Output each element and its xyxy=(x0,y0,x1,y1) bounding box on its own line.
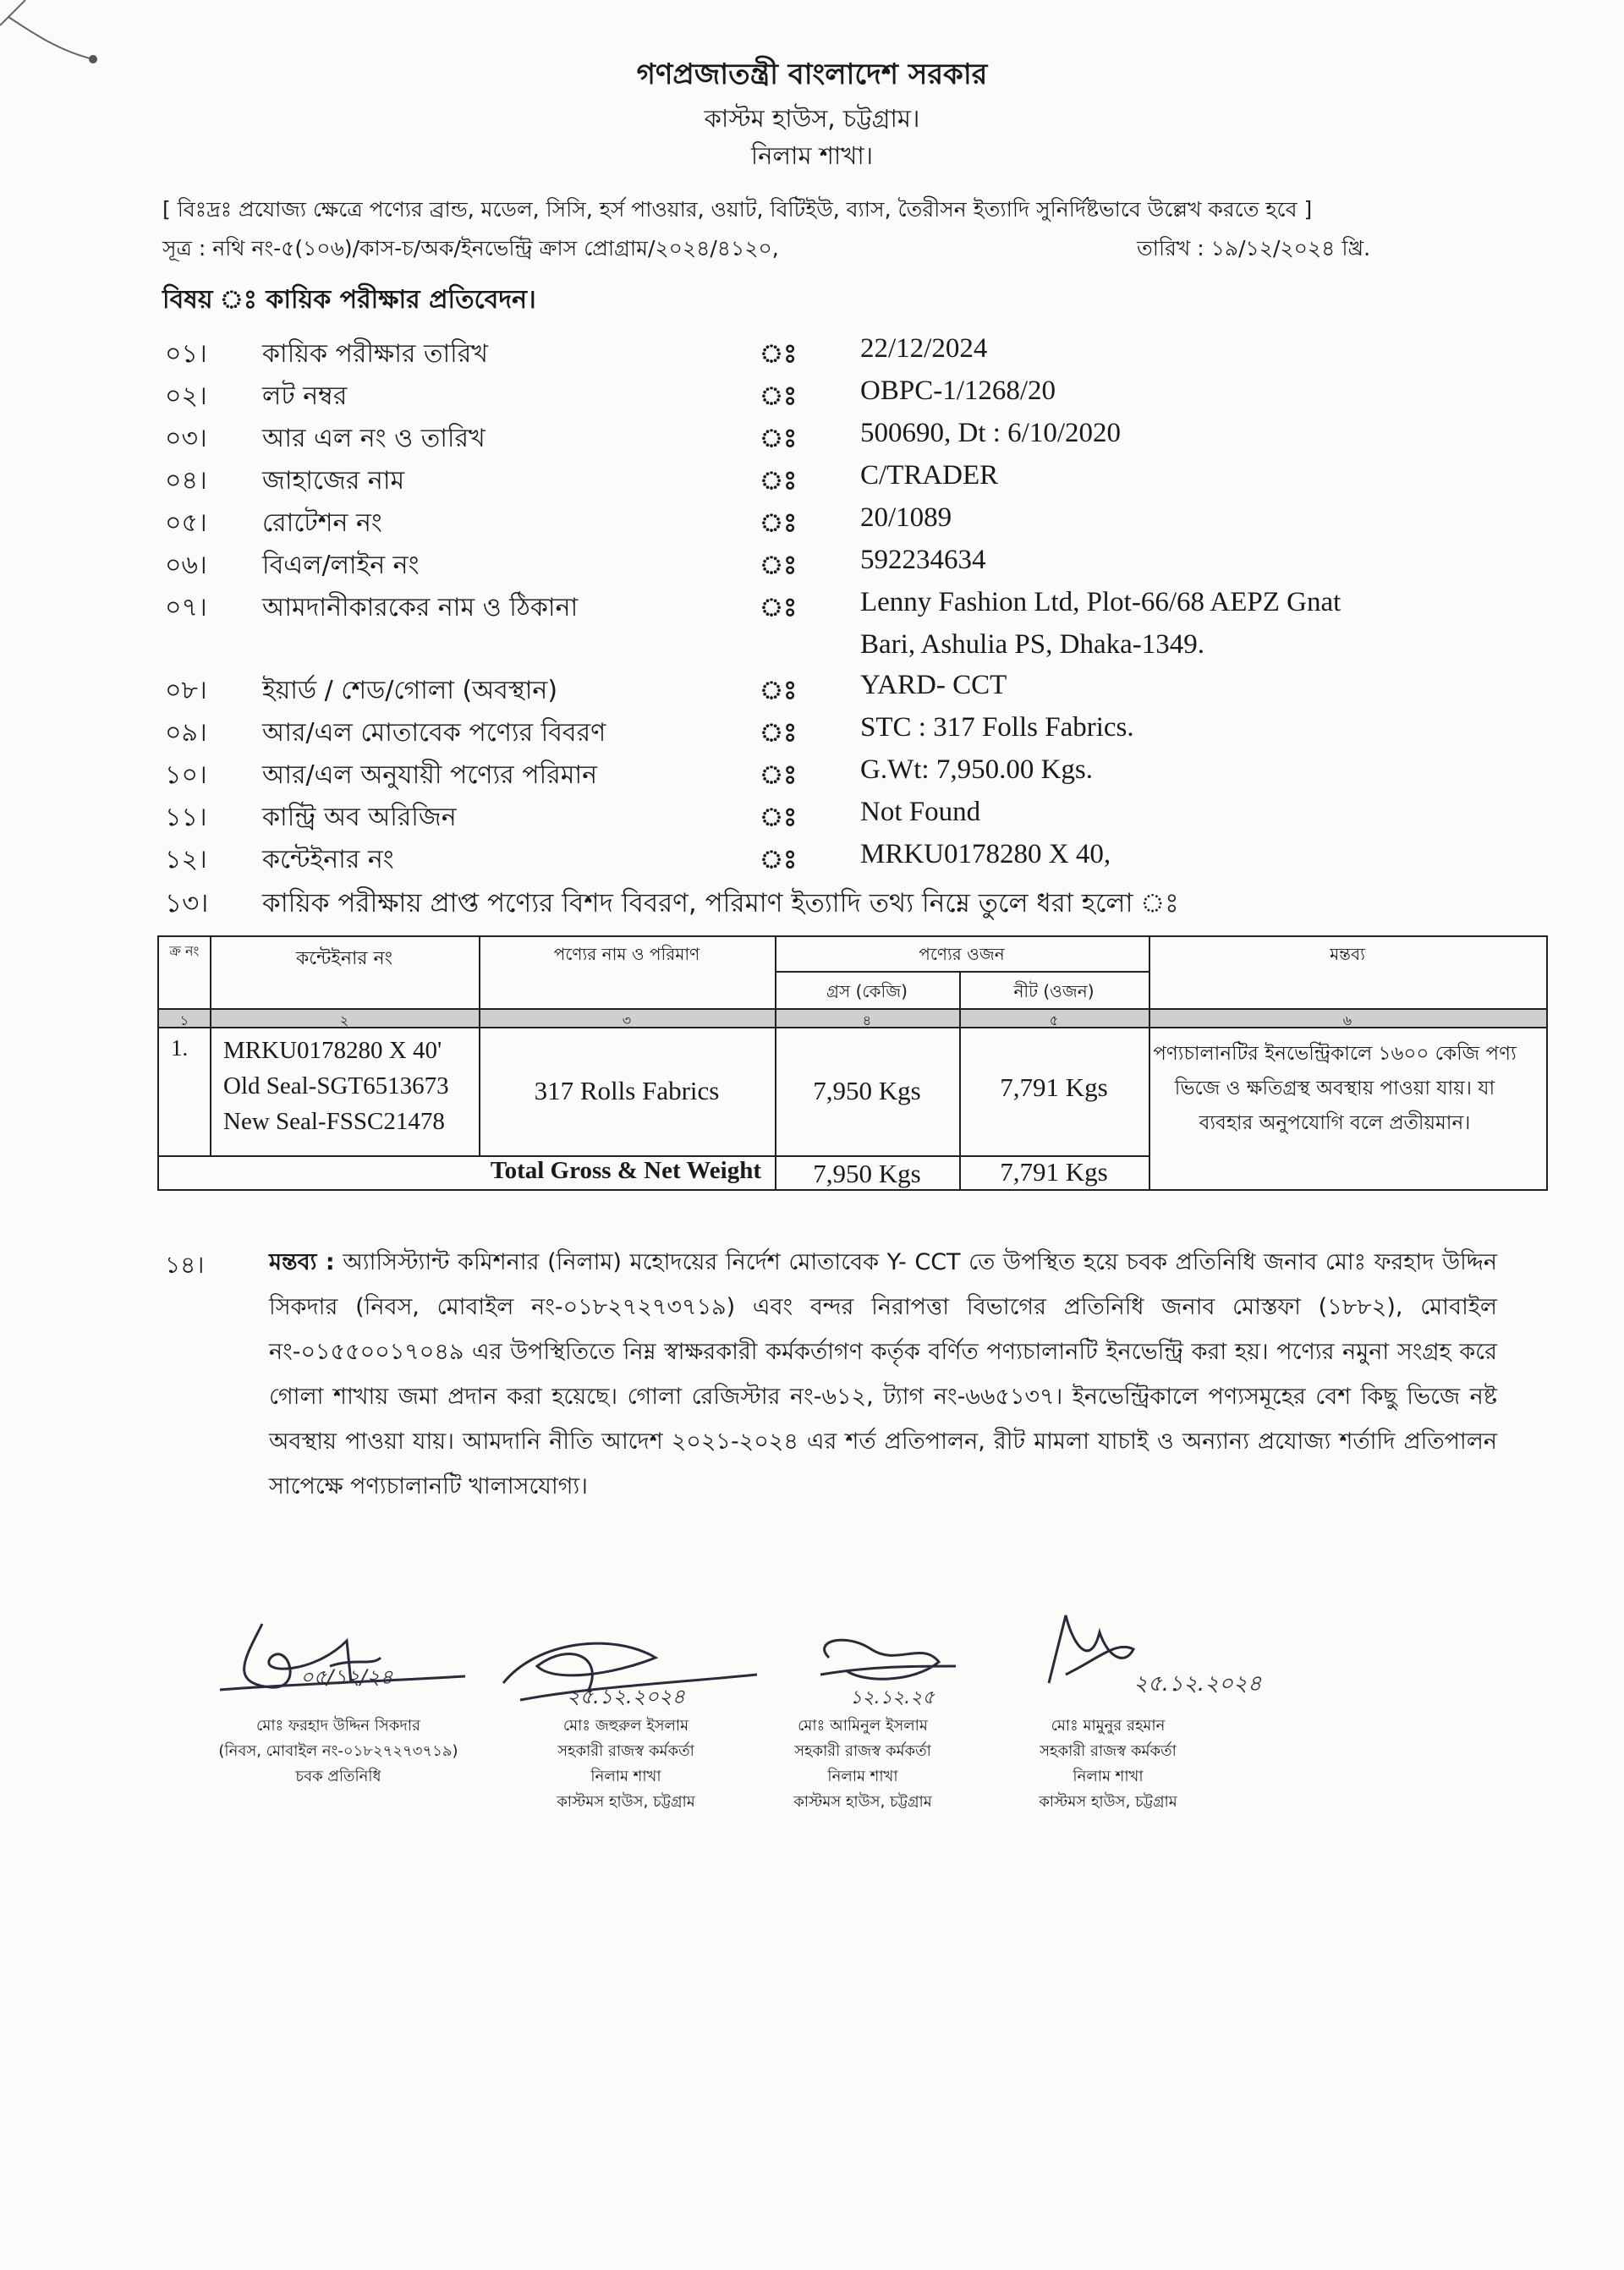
para-14 xyxy=(269,1240,1497,1509)
info-row-colon: ঃ xyxy=(760,718,798,748)
reference-date: তারিখ : ১৯/১২/২০২৪ খ্রি. xyxy=(1137,236,1371,260)
info-row-number: ১২। xyxy=(165,845,207,875)
info-row xyxy=(165,797,1484,836)
row-goods: 317 Rolls Fabrics xyxy=(534,1076,720,1105)
info-row xyxy=(165,376,1484,414)
row-serial: 1. xyxy=(171,1035,189,1061)
info-row-colon: ঃ xyxy=(760,551,798,580)
para-14-number: ১৪। xyxy=(165,1251,205,1279)
signature-block-2 xyxy=(508,1713,744,1815)
info-row-number: ০১। xyxy=(165,339,207,369)
column-number: ২ xyxy=(339,1012,349,1028)
total-label: Total Gross & Net Weight xyxy=(490,1157,761,1184)
header-serial: ক্র নং xyxy=(169,943,200,959)
instruction-note: [ বিঃদ্রঃ প্রযোজ্য ক্ষেত্রে পণ্যের ব্রান্ড, মডেল, সিসি, হর্স পাওয়ার, ওয়াট, বিটিইউ, ব্যাস, তৈরীসন ইত্যাদি সুনির্দিষ্টভাবে উল্লেখ করতে হবে ] xyxy=(162,197,1313,222)
signature-date-3: ১২.১২.২৫ xyxy=(850,1687,935,1708)
info-row-label: আর/এল মোতাবেক পণ্যের বিবরণ xyxy=(262,718,606,748)
column-number: ৫ xyxy=(1049,1012,1059,1028)
signature-block-4 xyxy=(990,1713,1226,1815)
info-row-colon: ঃ xyxy=(760,676,798,705)
column-number: ৪ xyxy=(862,1012,872,1028)
info-row-label: আর/এল অনুযায়ী পণ্যের পরিমান xyxy=(262,760,597,790)
row-container-line: Old Seal-SGT6513673 xyxy=(223,1072,449,1099)
signature-detail: (নিবস, মোবাইল নং-০১৮২৭২৭৩৭১৯) xyxy=(218,1742,458,1760)
info-row xyxy=(165,502,1484,541)
info-row-number: ০৯। xyxy=(165,718,207,748)
info-row-value: G.Wt: 7,950.00 Kgs. xyxy=(860,754,1093,785)
info-row-number: ০৭। xyxy=(165,593,207,622)
signature-name: মোঃ ফরহাদ উদ্দিন সিকদার xyxy=(256,1717,420,1735)
info-row-value: 20/1089 xyxy=(860,502,952,533)
row-remarks: পণ্যচালানটির ইনভেন্ট্রিকালে ১৬০০ কেজি পণ্য ভিজে ও ক্ষতিগ্রস্থ অবস্থায় পাওয়া যায়। যা ব্যবহার অনুপযোগি বলে প্রতীয়মান। xyxy=(1153,1043,1517,1134)
info-row-value: 592234634 xyxy=(860,545,986,575)
column-number: ৩ xyxy=(622,1012,632,1028)
signature-role: সহকারী রাজস্ব কর্মকর্তা xyxy=(557,1742,694,1760)
row-container-line: MRKU0178280 X 40' xyxy=(223,1037,442,1064)
signature-section: নিলাম শাখা xyxy=(590,1768,661,1785)
signature-role: সহকারী রাজস্ব কর্মকর্তা xyxy=(794,1742,931,1760)
header-weight: পণ্যের ওজন xyxy=(919,944,1005,964)
row-container-line: New Seal-FSSC21478 xyxy=(223,1108,445,1135)
info-row-value: OBPC-1/1268/20 xyxy=(860,376,1056,406)
signature-block-3 xyxy=(744,1713,981,1815)
info-row-value: STC : 317 Folls Fabrics. xyxy=(860,712,1134,743)
info-row-colon: ঃ xyxy=(760,339,798,369)
info-row-value: 22/12/2024 xyxy=(860,333,988,364)
info-row-label: বিএল/লাইন নং xyxy=(262,551,420,580)
signature-block-1 xyxy=(161,1713,516,1790)
total-net: 7,791 Kgs xyxy=(1000,1157,1108,1187)
para-14-text: অ্যাসিস্ট্যান্ট কমিশনার (নিলাম) মহোদয়ের নির্দেশ মোতাবেক Y- CCT তে উপস্থিত হয়ে চবক প্রতিনিধি জনাব মোঃ ফরহাদ উদ্দিন সিকদার (নিবস, মোবাইল নং-০১৮২৭২৭৩৭১৯) এবং বন্দর নিরাপত্তা বিভাগের প্রতিনিধি জনাব মোস্তফা (১৮৮২), মোবাইল নং-০১৫৫০০১৭০৪৯ এর উপস্থিতিতে নিম্ন স্বাক্ষরকারী কর্মকর্তাগণ কর্তৃক বর্ণিত পণ্যচালানটি ইনভেন্ট্রি করা হয়। পণ্যের নমুনা সংগ্রহ করে গোলা শাখায় জমা প্রদান করা হয়েছে। গোলা রেজিস্টার নং-৬১২, ট্যাগ নং-৬৬৫১৩৭। ইনভেন্ট্রিকালে পণ্যসমূহের বেশ কিছু ভিজে নষ্ট অবস্থায় পাওয়া যায়। আমদানি নীতি আদেশ ২০২১-২০২৪ এর শর্ত প্রতিপালন, রীট মামলা যাচাই ও অন্যান্য প্রযোজ্য শর্তাদি প্রতিপালন সাপেক্ষে পণ্যচালানটি খালাসযোগ্য। xyxy=(269,1249,1498,1500)
para-14-label: মন্তব্য : xyxy=(269,1249,335,1275)
info-row xyxy=(165,545,1484,584)
signature-name: মোঃ মামুনুর রহমান xyxy=(1051,1717,1166,1735)
info-row-value-continued: Bari, Ashulia PS, Dhaka-1349. xyxy=(860,629,1204,660)
row-net: 7,791 Kgs xyxy=(1000,1072,1108,1102)
info-row-colon: ঃ xyxy=(760,508,798,538)
info-row-value: Not Found xyxy=(860,797,981,827)
info-row-label: রোটেশন নং xyxy=(262,508,382,538)
info-row-value: MRKU0178280 X 40, xyxy=(860,839,1111,869)
info-row-label: কান্ট্রি অব অরিজিন xyxy=(262,803,457,832)
info-row-number: ০৬। xyxy=(165,551,207,580)
info-row-number: ০৫। xyxy=(165,508,207,538)
info-row xyxy=(165,587,1484,668)
header-title: গণপ্রজাতন্ত্রী বাংলাদেশ সরকার xyxy=(636,58,988,91)
header-section: নিলাম শাখা। xyxy=(750,141,874,170)
subject-line: বিষয় ঃ কায়িক পরীক্ষার প্রতিবেদন। xyxy=(162,285,536,315)
info-row-value: 500690, Dt : 6/10/2020 xyxy=(860,418,1122,448)
info-row-number: ১১। xyxy=(165,803,207,832)
header-remarks: মন্তব্য xyxy=(1330,944,1365,964)
info-row-number: ০২। xyxy=(165,381,207,411)
info-row xyxy=(165,670,1484,709)
signature-date-4: ২৫.১২.২০২৪ xyxy=(1133,1671,1262,1697)
info-row-number: ০৪। xyxy=(165,466,207,496)
info-row-colon: ঃ xyxy=(760,466,798,496)
column-number: ৬ xyxy=(1342,1012,1352,1028)
header-container: কন্টেইনার নং xyxy=(295,948,393,969)
info-row xyxy=(165,754,1484,793)
signature-office: কাস্টমস হাউস, চট্টগ্রাম xyxy=(557,1793,695,1811)
info-row xyxy=(165,460,1484,499)
signature-role: সহকারী রাজস্ব কর্মকর্তা xyxy=(1040,1742,1177,1760)
info-row-value: YARD- CCT xyxy=(860,670,1007,700)
column-number: ১ xyxy=(179,1012,189,1028)
signature-section: নিলাম শাখা xyxy=(827,1768,898,1785)
signature-date-2: ২৫.১২.২০২৪ xyxy=(567,1685,686,1708)
col-divider xyxy=(775,937,776,1189)
item-13 xyxy=(165,883,1179,927)
row-divider xyxy=(775,971,1149,973)
bleed-through-area xyxy=(1286,1717,1497,1827)
signature-name: মোঃ আমিনুল ইসলাম xyxy=(798,1717,928,1735)
info-row xyxy=(165,333,1484,372)
info-row-colon: ঃ xyxy=(760,803,798,832)
row-gross: 7,950 Kgs xyxy=(813,1076,921,1105)
col-divider xyxy=(479,937,480,1157)
info-row-colon: ঃ xyxy=(760,760,798,790)
reference-line: সূত্র : নথি নং-৫(১০৬)/কাস-চ/অক/ইনভেন্ট্রি ক্রাস প্রোগ্রাম/২০২৪/৪১২০, xyxy=(162,236,779,260)
signature-section: নিলাম শাখা xyxy=(1073,1768,1144,1785)
info-row-label: লট নম্বর xyxy=(262,381,348,411)
info-row-number: ০৮। xyxy=(165,676,207,705)
info-row xyxy=(165,712,1484,751)
header-gross: গ্রস (কেজি) xyxy=(826,981,908,1001)
item-13-label: কায়িক পরীক্ষায় প্রাপ্ত পণ্যের বিশদ বিবরণ, পরিমাণ ইত্যাদি তথ্য নিম্নে তুলে ধরা হলো ঃ xyxy=(262,888,1179,918)
info-row-label: ইয়ার্ড / শেড/গোলা (অবস্থান) xyxy=(262,676,558,705)
signature-office: কাস্টমস হাউস, চট্টগ্রাম xyxy=(1039,1793,1177,1811)
info-row-label: কায়িক পরীক্ষার তারিখ xyxy=(262,339,488,369)
signature-office: কাস্টমস হাউস, চট্টগ্রাম xyxy=(793,1793,932,1811)
info-row-colon: ঃ xyxy=(760,381,798,411)
info-row xyxy=(165,418,1484,457)
info-row xyxy=(165,839,1484,878)
signature-role: চবক প্রতিনিধি xyxy=(295,1768,381,1785)
header-net: নীট (ওজন) xyxy=(1013,981,1095,1001)
info-row-label: কন্টেইনার নং xyxy=(262,845,394,875)
info-row-value: Lenny Fashion Ltd, Plot-66/68 AEPZ Gnat xyxy=(860,587,1341,617)
info-row-number: ০৩। xyxy=(165,424,207,453)
info-row-number: ১০। xyxy=(165,760,207,790)
signature-date-1: ০৫/১২/২৪ xyxy=(300,1665,393,1689)
info-row-colon: ঃ xyxy=(760,845,798,875)
signature-name: মোঃ জহুরুল ইসলাম xyxy=(562,1717,689,1735)
header-office: কাস্টম হাউস, চট্টগ্রাম। xyxy=(704,104,920,133)
info-row-label: আর এল নং ও তারিখ xyxy=(262,424,486,453)
info-row-colon: ঃ xyxy=(760,424,798,453)
header-goods: পণ্যের নাম ও পরিমাণ xyxy=(553,944,700,964)
total-gross: 7,950 Kgs xyxy=(813,1159,921,1188)
info-row-label: জাহাজের নাম xyxy=(262,466,405,496)
info-row-value: C/TRADER xyxy=(860,460,999,491)
info-row-colon: ঃ xyxy=(760,593,798,622)
item-13-number: ১৩। xyxy=(165,888,209,918)
info-row-label: আমদানীকারকের নাম ও ঠিকানা xyxy=(262,593,579,622)
